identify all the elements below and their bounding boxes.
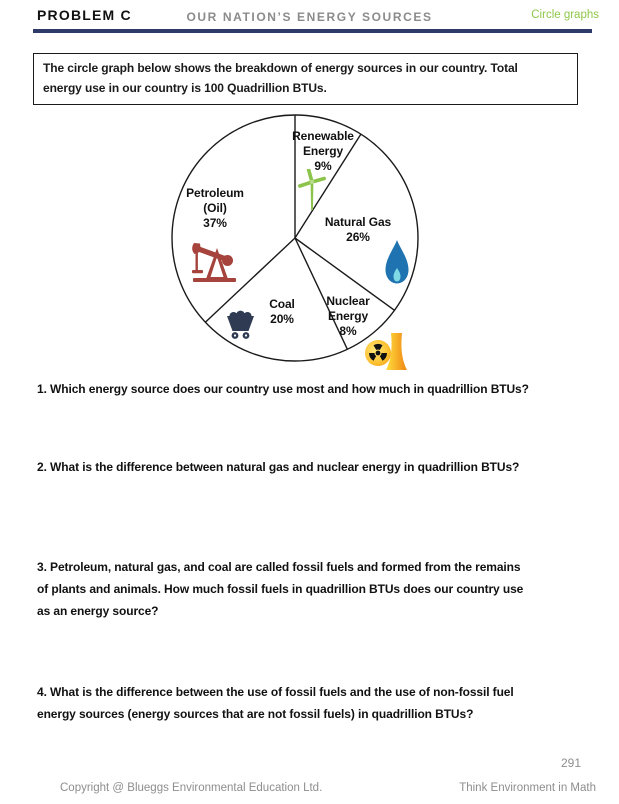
header-rule (33, 29, 592, 33)
slice-name: Nuclear Energy (326, 294, 370, 323)
question-2: 2. What is the difference between natural gas and nuclear energy in quadrillion BTUs? (37, 460, 520, 474)
slice-percent: 37% (203, 216, 227, 230)
oil-pump-icon (190, 234, 239, 284)
problem-label: PROBLEM C (37, 7, 132, 23)
slice-label-coal (255, 297, 309, 327)
intro-box: The circle graph below shows the breakdown of energy sources in our country. Total energy use in our country is 100 Quadrillion BTUs. (33, 53, 578, 105)
page-title: OUR NATION’S ENERGY SOURCES (186, 10, 433, 24)
slice-name: Natural Gas (324, 215, 392, 229)
coal-cart-icon (226, 307, 255, 342)
slice-label-renewable (284, 129, 362, 174)
question-4: 4. What is the difference between the use of fossil fuels and the use of non-fossil fuel energy sources (energy sources that are not fossil fuels) in quadrillion BTUs? (37, 685, 514, 721)
slice-name: Renewable Energy (292, 129, 354, 158)
slice-name: Petroleum (Oil) (186, 186, 244, 215)
footer-series-title: Think Environment in Math (459, 782, 596, 794)
question-1: 1. Which energy source does our country use most and how much in quadrillion BTUs? (37, 382, 529, 396)
slice-percent: 8% (339, 324, 357, 338)
nuclear-plant-icon (364, 331, 409, 371)
gas-flame-icon (383, 239, 411, 285)
question-3: 3. Petroleum, natural gas, and coal are called fossil fuels and formed from the remains of plants and animals. How much fossil fuels in quadrillion BTUs does our country use as an energy source? (37, 560, 524, 618)
page-number: 291 (560, 756, 581, 770)
slice-label-petroleum (173, 186, 257, 231)
slice-percent: 9% (314, 159, 332, 173)
slice-percent: 20% (270, 312, 294, 326)
slice-name: Coal (269, 297, 295, 311)
footer-copyright: Copyright @ Blueggs Environmental Education Ltd. (60, 782, 323, 794)
wind-turbine-icon (297, 169, 327, 213)
circle-graph (0, 108, 619, 380)
topic-tag: Circle graphs (531, 9, 599, 21)
slice-percent: 26% (346, 230, 370, 244)
